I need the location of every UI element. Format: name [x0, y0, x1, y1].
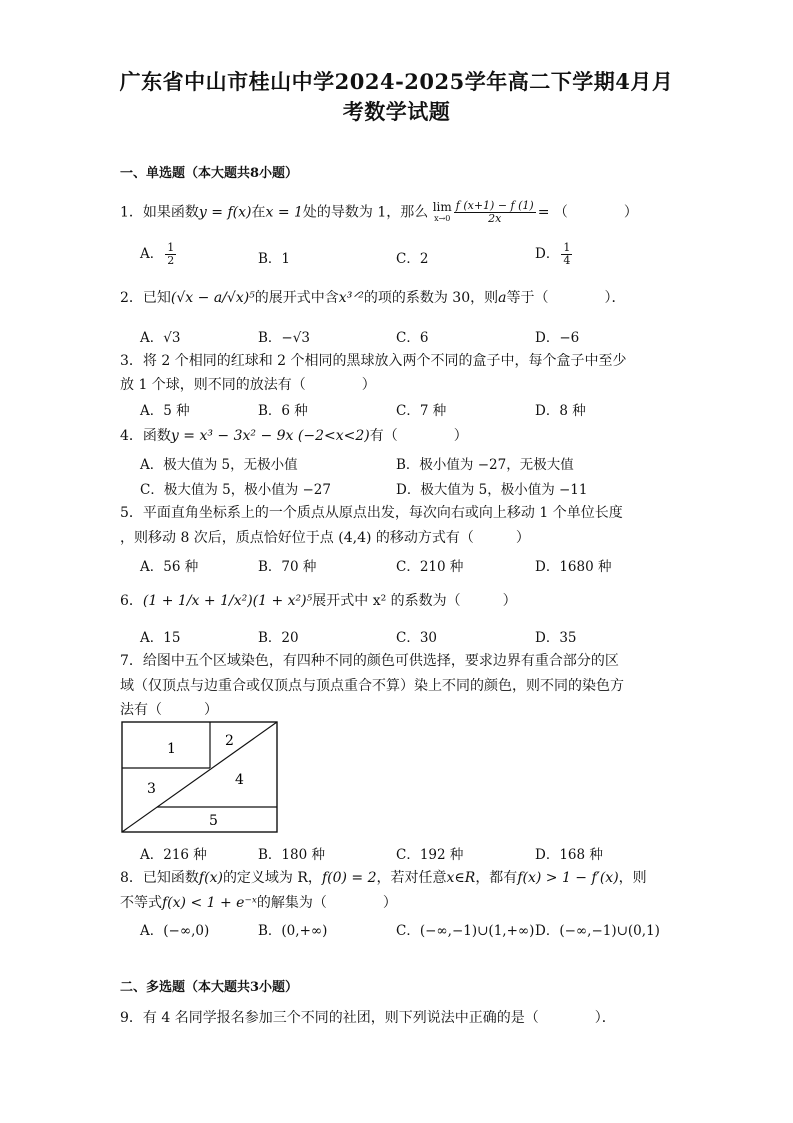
q2-binomial-expr: (√x − a/√x)⁵ [170, 290, 255, 306]
q4-option-c: C．极大值为 5，极小值为 −27 [140, 482, 331, 498]
q5-option-b: B．70 种 [258, 559, 317, 575]
q1-option-a-frac [165, 242, 176, 267]
q1-text-mid2: 处的导数为 1，那么 [302, 204, 429, 221]
q5-option-c: C．210 种 [396, 559, 464, 575]
q6-option-c: C．30 [396, 630, 438, 646]
q1-d-numerator: 1 [563, 241, 571, 254]
q6-text-post: 展开式中 x² 的系数为（ ） [312, 593, 517, 609]
q2-text-post2: 等于（ ）． [506, 290, 626, 306]
q8-text-mid: 的定义域为 R， [222, 870, 322, 886]
q2-option-c: C．6 [396, 330, 429, 346]
q1-point-expr: x = 1 [265, 204, 303, 221]
q2-option-b: B．−√3 [258, 330, 310, 346]
q8-option-d: D．(−∞,−1)∪(0,1) [535, 923, 660, 939]
q1-text-post: = （ ） [537, 204, 638, 221]
q1-fraction-denominator: 2x [488, 212, 502, 225]
section-multiple-choice-heading: 二、多选题（本大题共3小题） [120, 980, 299, 995]
question-1 [120, 200, 638, 225]
q1-text-mid1: 在 [251, 204, 266, 221]
q1-option-d-frac [561, 242, 572, 267]
q7-option-b: B．180 种 [258, 847, 325, 863]
question-3-line1: 3．将 2 个相同的红球和 2 个相同的黑球放入两个不同的盒子中，每个盒子中至少 [120, 353, 627, 369]
q8-option-c: C．(−∞,−1)∪(1,+∞) [396, 923, 535, 939]
q7-option-a: A．216 种 [140, 847, 207, 863]
q6-number: 6． [120, 593, 143, 609]
q2-variable: a [498, 290, 507, 306]
q1-function-expr: y = f(x) [198, 204, 252, 221]
q2-text-post: 的项的系数为 30，则 [363, 290, 499, 306]
q2-text-mid: 的展开式中含 [254, 290, 339, 306]
q1-option-c: C．2 [396, 251, 429, 267]
q3-option-c: C．7 种 [396, 403, 447, 419]
q1-limit [432, 199, 452, 224]
q4-option-a: A．极大值为 5，无极小值 [140, 457, 298, 473]
q4-text-pre: 函数 [142, 428, 171, 444]
exam-title-line2: 考数学试题 [342, 99, 451, 124]
diagram-diagonal [122, 722, 277, 832]
q8-text-post: ，若对任意 [376, 870, 447, 886]
q1-text-pre: 如果函数 [142, 204, 199, 221]
q6-expansion-expr: (1 + 1/x + 1/x²)(1 + x²)⁵ [142, 593, 313, 609]
region-label-2: 2 [225, 733, 234, 749]
question-5-line2: ，则移动 8 次后，质点恰好位于点 (4,4) 的移动方式有（ ） [120, 530, 530, 546]
q8-line2-pre: 不等式 [120, 895, 162, 911]
q5-option-d: D．1680 种 [535, 559, 612, 575]
q7-region-diagram [120, 720, 280, 835]
question-3-line2: 放 1 个球，则不同的放法有（ ） [120, 377, 376, 393]
q8-option-b: B．(0,+∞) [258, 923, 328, 939]
q8-line2-post: 的解集为（ ） [256, 895, 397, 911]
q6-option-d: D．35 [535, 630, 577, 646]
question-8-line2 [120, 892, 397, 912]
q1-a-numerator: 1 [167, 241, 175, 254]
q1-d-denominator: 4 [563, 254, 571, 267]
q1-option-d [535, 242, 574, 267]
q2-term-expr: x³ᐟ² [338, 290, 364, 306]
q5-option-a: A．56 种 [140, 559, 199, 575]
q1-option-d-label: D． [535, 246, 560, 262]
q6-option-a: A．15 [140, 630, 181, 646]
region-label-3: 3 [147, 781, 156, 797]
question-7-line1: 7．给图中五个区域染色，有四种不同的颜色可供选择，要求边界有重合部分的区 [120, 653, 619, 669]
exam-title-line1: 广东省中山市桂山中学2024-2025学年高二下学期4月月 [119, 69, 674, 94]
question-4 [120, 425, 468, 445]
question-7-line3: 法有（ ） [120, 702, 218, 718]
q1-number: 1． [120, 204, 143, 221]
q4-option-b: B．极小值为 −27，无极大值 [396, 457, 574, 473]
q8-text-tail: ，则 [618, 870, 647, 886]
q8-text-pre: 8．已知函数 [120, 870, 199, 886]
q4-function-expr: y = x³ − 3x² − 9x (−2<x<2) [170, 428, 370, 444]
q8-text-end: ，都有 [475, 870, 518, 886]
q2-text-pre: 已知 [142, 290, 171, 306]
q7-option-d: D．168 种 [535, 847, 603, 863]
region-label-4: 4 [235, 772, 244, 788]
q7-option-c: C．192 种 [396, 847, 464, 863]
section-single-choice-heading: 一、单选题（本大题共8小题） [120, 166, 299, 181]
q8-initial-value: f(0) = 2 [321, 870, 377, 886]
question-9-line1: 9．有 4 名同学报名参加三个不同的社团，则下列说法中正确的是（ ）． [120, 1010, 616, 1026]
q6-option-b: B．20 [258, 630, 299, 646]
q3-option-d: D．8 种 [535, 403, 586, 419]
q4-number: 4． [120, 428, 143, 444]
question-2 [120, 287, 625, 307]
q1-option-a [140, 242, 178, 267]
q1-option-b: B．1 [258, 251, 291, 267]
q3-option-b: B．6 种 [258, 403, 308, 419]
q1-fraction-numerator: f (x+1) − f (1) [455, 199, 534, 212]
q8-inequality-2: f(x) < 1 + e⁻ˣ [162, 895, 257, 911]
region-label-5: 5 [209, 813, 218, 829]
q1-a-denominator: 2 [167, 254, 175, 267]
q1-lim-sub: x→0 [434, 213, 451, 223]
q1-option-a-label: A． [140, 246, 164, 262]
q4-option-d: D．极大值为 5，极小值为 −11 [396, 482, 588, 498]
q4-text-post: 有（ ） [369, 428, 468, 444]
q3-option-a: A．5 种 [140, 403, 190, 419]
q1-fraction [454, 200, 536, 225]
q8-function: f(x) [198, 870, 223, 886]
q2-option-d: D．−6 [535, 330, 580, 346]
q2-number: 2． [120, 290, 143, 306]
question-6 [120, 590, 517, 610]
q2-option-a: A．√3 [140, 330, 181, 346]
question-7-line2: 域（仅顶点与边重合或仅顶点与顶点重合不算）染上不同的颜色，则不同的染色方 [120, 678, 624, 694]
question-5-line1: 5．平面直角坐标系上的一个质点从原点出发，每次向右或向上移动 1 个单位长度 [120, 505, 623, 521]
region-label-1: 1 [167, 741, 176, 757]
q8-inequality: f(x) > 1 − f′(x) [517, 870, 619, 886]
q8-option-a: A．(−∞,0) [140, 923, 210, 939]
q1-lim-label: lim [432, 199, 452, 214]
question-8-line1 [120, 867, 647, 887]
q8-domain-expr: x∈R [446, 870, 476, 886]
